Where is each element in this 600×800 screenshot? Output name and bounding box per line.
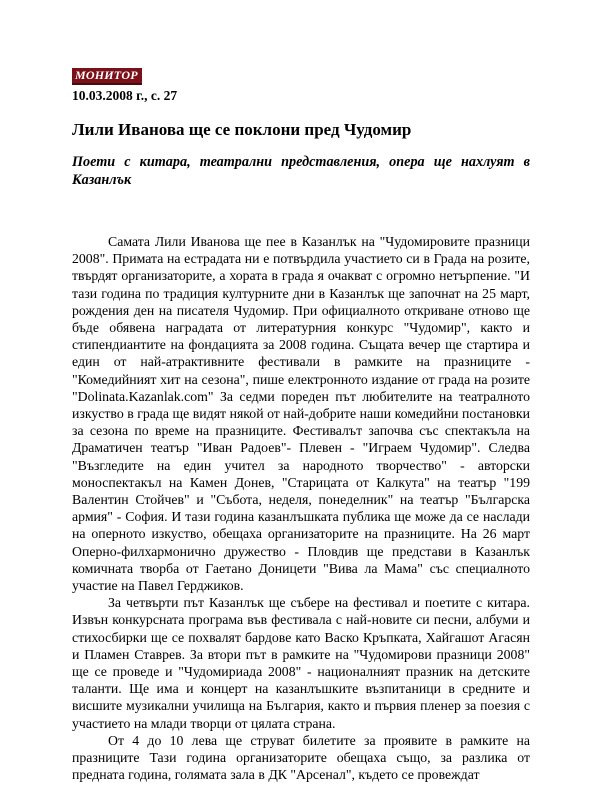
publication-logo: МОНИТОР xyxy=(72,68,142,85)
document-page xyxy=(72,66,530,784)
publication-dateline: 10.03.2008 г., с. 27 xyxy=(72,88,178,103)
article-paragraph: За четвърти път Казанлък ще събере на фестивал и поетите с китара. Извън конкурсната програма във фестивала с най-новите си песни, албуми и стихосбирки ще се похвалят бардове като Васко Кръпката, Хайгашот Агасян и Пламен Ставрев. За втори път в рамките на "Чудомирови празници 2008" ще се проведе и "Чудомириада 2008" - националният празник на детските таланти. Ще има и концерт на казанлъшките възпитаници в средните и висшите музикални училища на България, както и първия пленер за поезия с участието на млади творци от цялата страна. xyxy=(72,595,530,731)
article-title: Лили Иванова ще се поклони пред Чудомир xyxy=(72,120,412,139)
article-subtitle: Поети с китара, театрални представления, опера ще нахлуят в Казанлък xyxy=(72,154,530,188)
article-paragraph: Самата Лили Иванова ще пее в Казанлък на "Чудомировите празници 2008". Примата на естрадата ни е потвърдила участието си в Града на розите, твърдят организаторите, а хората в града я очакват с огромно нетърпение. "И тази година по традиция културните дни в Казанлък ще започнат на 25 март, рождения ден на писателя Чудомир. При официалното откриване отново ще бъде обявена наградата от литературния конкурс "Чудомир", както и стипендиантите на фондацията за 2008 година. Същата вечер ще стартира и един от най-атрактивните фестивали в рамките на празниците - "Комедийният хит на сезона", пише електронното издание от града на розите "Dolinata.Kazanlak.com" За седми пореден път любителите на театралното изкуство в града ще видят някой от най-добрите наши комедийни постановки за сезона по време на празниците. Фестивалът започва със спектакъла на Драматичен театър "Иван Радоев"- Плевен - "Играем Чудомир". Следва "Възгледите на един учител за народното творчество" - авторски моноспектакъл на Камен Донев, "Старицата от Калкута" на театър "199 Валентин Стойчев" и "Събота, неделя, понеделник" на театър "Българска армия" - София. И тази година казанлъшката публика ще може да се наслади на оперното изкуство, обещаха организаторите на празниците. На 26 март Оперно-филхармонично дружество - Пловдив ще представи в Казанлък комичната творба от Гаетано Доницети "Вива ла Мама" със специалното участие на Павел Герджиков. xyxy=(72,234,530,594)
article-paragraph: От 4 до 10 лева ще струват билетите за проявите в рамките на празниците Тази година организаторите обещахa също, за разлика от предната година, голямата зала в ДК "Арсенал", където се провеждат xyxy=(72,732,530,783)
article-body xyxy=(72,233,530,784)
